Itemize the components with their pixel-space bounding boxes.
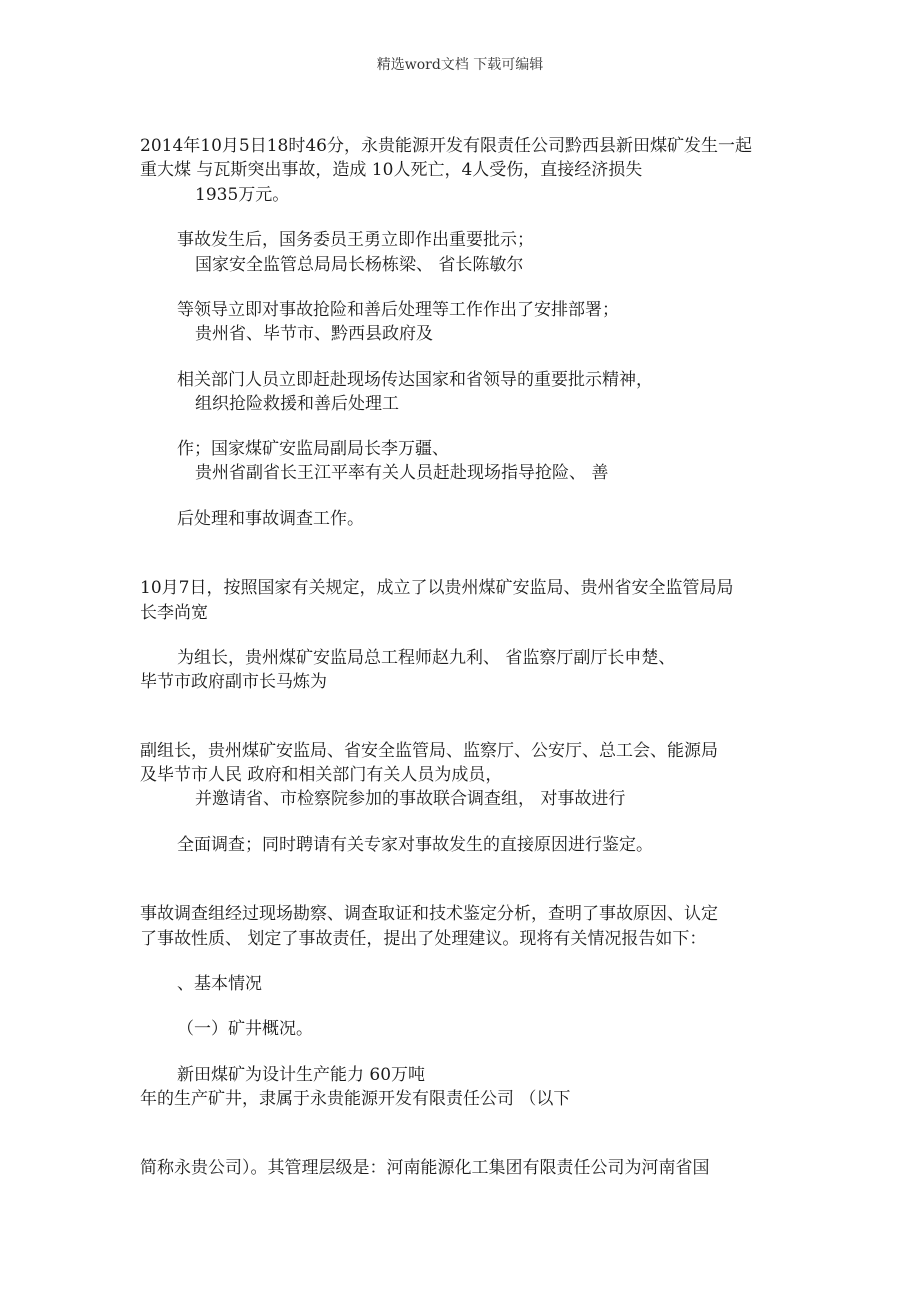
text-line: 组织抢险救援和善后处理工 xyxy=(195,394,399,414)
text-line: 等领导立即对事故抢险和善后处理等工作作出了安排部署； xyxy=(177,300,619,320)
text-line: 年的生产矿井，隶属于永贵能源开发有限责任公司 （以下 xyxy=(140,1089,571,1109)
text-line: 并邀请省、市检察院参加的事故联合调查组， 对事故进行 xyxy=(195,789,626,809)
text-line: 副组长，贵州煤矿安监局、省安全监管局、监察厅、公安厅、总工会、能源局 xyxy=(140,741,718,761)
page-header: 精选word文档 下载可编辑 xyxy=(376,57,544,73)
text-line: 毕节市政府副市长马炼为 xyxy=(140,672,327,692)
text-line: 10月7日，按照国家有关规定，成立了以贵州煤矿安监局、贵州省安全监管局局 xyxy=(140,578,734,598)
text-line: 相关部门人员立即赶赴现场传达国家和省领导的重要批示精神， xyxy=(177,370,653,390)
text-line: 重大煤 与瓦斯突出事故，造成 10人死亡，4人受伤，直接经济损失 xyxy=(140,160,643,180)
text-line: 1935万元。 xyxy=(195,185,290,205)
subsection-heading: （一）矿井概况。 xyxy=(177,1019,313,1039)
text-line: 及毕节市人民 政府和相关部门有关人员为成员， xyxy=(140,765,503,785)
text-line: 事故调查组经过现场勘察、调查取证和技术鉴定分析，查明了事故原因、认定 xyxy=(140,904,718,924)
text-line: 后处理和事故调查工作。 xyxy=(177,509,364,529)
text-line: 长李尚宽 xyxy=(140,603,208,623)
text-line: 国家安全监管总局局长杨栋梁、 省长陈敏尔 xyxy=(195,255,524,275)
text-line: 贵州省、毕节市、黔西县政府及 xyxy=(195,324,433,344)
text-line: 新田煤矿为设计生产能力 60万吨 xyxy=(177,1065,426,1085)
section-heading: 、基本情况 xyxy=(177,974,262,994)
text-line: 作；国家煤矿安监局副局长李万疆、 xyxy=(177,439,449,459)
text-line: 2014年10月5日18时46分，永贵能源开发有限责任公司黔西县新田煤矿发生一起 xyxy=(140,136,752,156)
text-line: 了事故性质、 划定了事故责任，提出了处理建议。现将有关情况报告如下： xyxy=(140,929,707,949)
text-line: 贵州省副省长王江平率有关人员赶赴现场指导抢险、 善 xyxy=(195,463,609,483)
text-line: 事故发生后，国务委员王勇立即作出重要批示； xyxy=(177,230,534,250)
text-line: 为组长，贵州煤矿安监局总工程师赵九利、 省监察厅副厅长申楚、 xyxy=(177,648,676,668)
text-line: 简称永贵公司）。其管理层级是：河南能源化工集团有限责任公司为河南省国 xyxy=(140,1158,710,1178)
text-line: 全面调查；同时聘请有关专家对事故发生的直接原因进行鉴定。 xyxy=(177,835,653,855)
